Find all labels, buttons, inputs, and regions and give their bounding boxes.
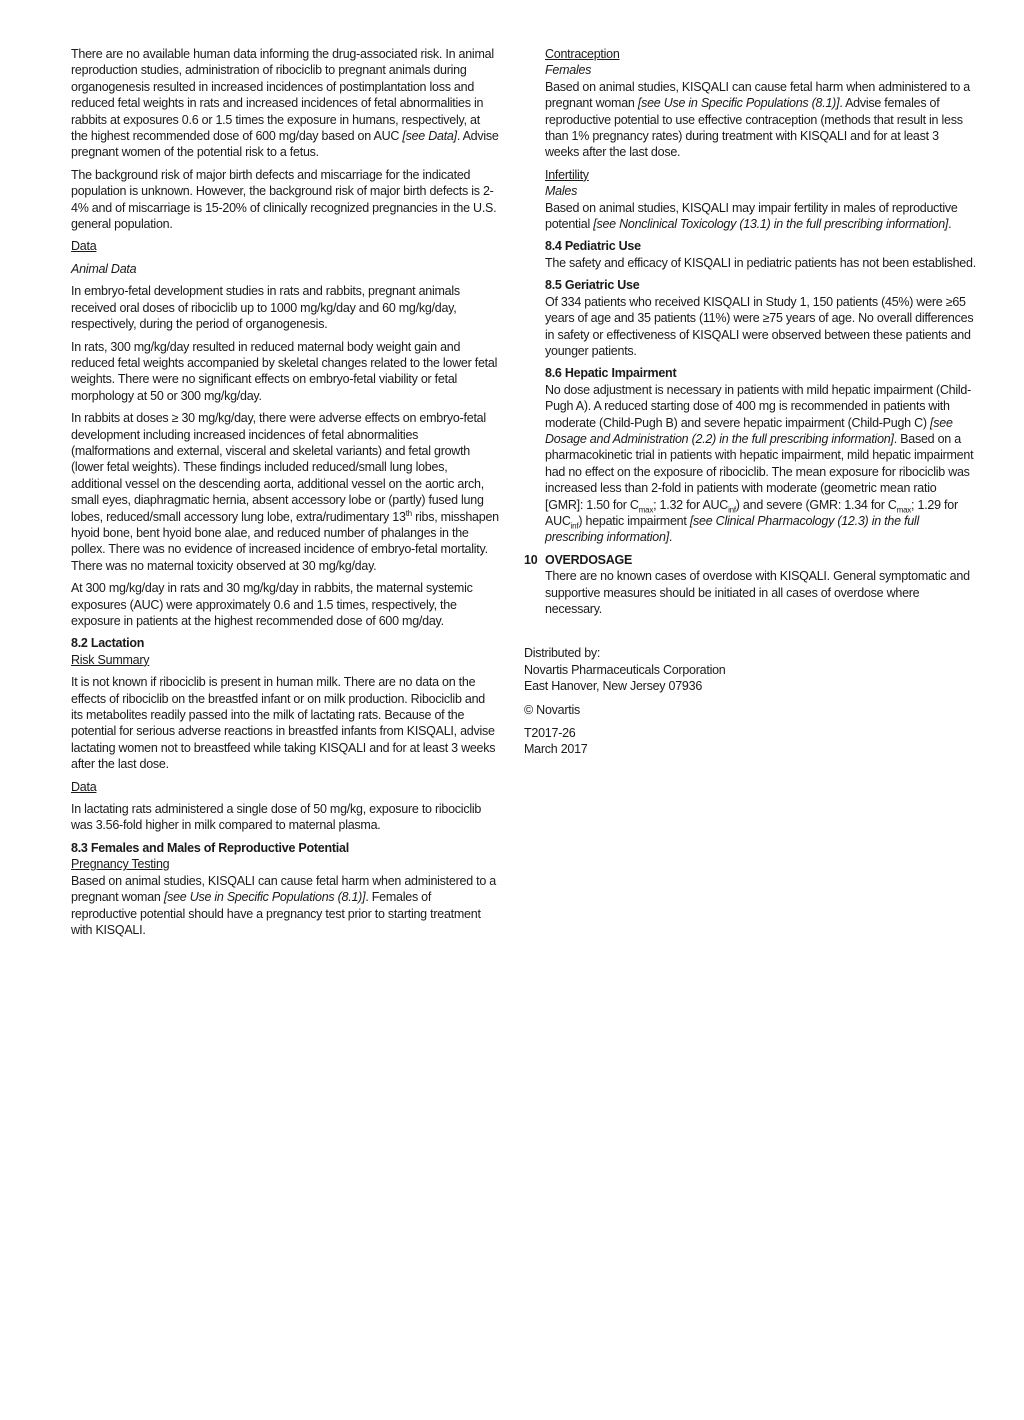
- contraception-subheading: Contraception: [545, 47, 620, 61]
- rats-paragraph: In rats, 300 mg/kg/day resulted in reduced maternal body weight gain and reduced fetal weights accompanied by skeletal changes related to the lower fetal weights. There were no significant effects on embryo-fetal viability or fetal morphology at 50 or 300 mg/kg/day.: [71, 339, 498, 403]
- lactation-paragraph: It is not known if ribociclib is present in human milk. There are no data on the effects of ribociclib on the breastfed infant or on milk production. Ribociclib and its metabolites readily passed into the milk of lactating rats. Because of the potential for serious adverse reactions in breastfed infants from KISQALI, advise lactating women not to breastfeed while taking KISQALI and for at least 3 weeks after the last dose.: [71, 675, 496, 772]
- risk-summary-subheading: Risk Summary: [71, 652, 150, 667]
- section-heading-hepatic-impairment: 8.6 Hepatic Impairment: [545, 366, 677, 381]
- animal-data-subheading: Animal Data: [71, 261, 137, 276]
- section-heading-lactation: 8.2 Lactation: [71, 636, 145, 651]
- lactation-data-paragraph: In lactating rats administered a single dose of 50 mg/kg, exposure to ribociclib was 3.56-fold higher in milk compared to maternal plasma.: [71, 802, 482, 833]
- females-subheading: Females: [545, 63, 592, 78]
- section-title: OVERDOSAGE: [545, 552, 633, 567]
- infertility-paragraph: Based on animal studies, KISQALI may impair fertility in males of reproductive potential [see Nonclinical Toxicology (13.1) in the full prescribing information].: [545, 200, 958, 232]
- document-date: March 2017: [524, 742, 588, 757]
- cross-reference: [see Use in Specific Populations (8.1)]: [637, 96, 840, 111]
- contraception-paragraph: Based on animal studies, KISQALI can cause fetal harm when administered to a pregnant woman [see Use in Specific Populations (8.1)]. Advise females of reproductive potential to use effective contraception (methods that result in less than 1% pregnancy rates) during treatment with KISQALI and for at least 3 weeks after the last dose.: [545, 79, 970, 160]
- spacer: [524, 623, 976, 645]
- section-heading-overdosage: [524, 552, 976, 568]
- overdosage-paragraph: There are no known cases of overdose with KISQALI. General symptomatic and supportive measures should be initiated in all cases of overdose where necessary.: [545, 569, 970, 616]
- section-heading-geriatric-use: 8.5 Geriatric Use: [545, 278, 640, 293]
- document-code: T2017-26: [524, 726, 576, 741]
- lactation-data-subheading: Data: [71, 779, 97, 794]
- data-subheading: Data: [71, 239, 97, 254]
- pediatric-paragraph: The safety and efficacy of KISQALI in pediatric patients has not been established.: [545, 255, 976, 270]
- section-number: 10: [524, 552, 538, 567]
- distributor-address: East Hanover, New Jersey 07936: [524, 679, 703, 694]
- cross-reference: [see Use in Specific Populations (8.1)]: [163, 890, 366, 905]
- contraception-block: [524, 46, 976, 546]
- cross-reference: [see Dosage and Administration (2.2) in the full prescribing information]: [545, 415, 953, 446]
- pregnancy-testing-subheading: Pregnancy Testing: [71, 857, 170, 872]
- embryo-fetal-paragraph: In embryo-fetal development studies in rats and rabbits, pregnant animals received oral doses of ribociclib up to 1000 mg/kg/day and 60 mg/kg/day, respectively, during the period of organogenesis.: [71, 284, 460, 332]
- geriatric-paragraph: Of 334 patients who received KISQALI in Study 1, 150 patients (45%) were ≥65 years of age and 35 patients (11%) were ≥75 years of age. No overall differences in safety or effectiveness of KISQALI were observed between these patients and younger patients.: [545, 294, 974, 358]
- hepatic-paragraph: No dose adjustment is necessary in patients with mild hepatic impairment (Child-Pugh A). A reduced starting dose of 400 mg is recommended in patients with moderate (Child-Pugh B) and severe hepatic impairment (Child-Pugh C) [see Dosage and Administration (2.2) in the full prescribing information]. Based on a pharmacokinetic trial in patients with hepatic impairment, mild hepatic impairment had no effect on the exposure of ribociclib. The mean exposure for ribociclib was increased less than 2-fold in patients with moderate (geometric mean ratio [GMR]: 1.50 for $C_{max}$; 1.32 for $AUC_{inf}$) and severe (GMR: 1.34 for $C_{max}$; 1.29 for $AUC_{inf}$) hepatic impairment [see Clinical Pharmacology (12.3) in the full prescribing information].: [545, 382, 974, 545]
- pregnancy-testing-paragraph: Based on animal studies, KISQALI can cause fetal harm when administered to a pregnant woman [see Use in Specific Populations (8.1)]. Females of reproductive potential should have a pregnancy test prior to starting treatment with KISQALI.: [71, 873, 496, 937]
- distributor-block: [524, 645, 976, 757]
- copyright-notice: © Novartis: [524, 702, 581, 717]
- section-heading-reproductive-potential: 8.3 Females and Males of Reproductive Potential: [71, 840, 349, 855]
- cross-reference: [see Clinical Pharmacology (12.3) in the full prescribing information]: [545, 513, 919, 545]
- left-column: [71, 46, 499, 944]
- maternal-exposure-paragraph: At 300 mg/kg/day in rats and 30 mg/kg/day in rabbits, the maternal systemic exposures (AUC) were approximately 0.6 and 1.5 times, respectively, the exposure in patients at the highest recommended dose of 600 mg/day.: [71, 581, 473, 628]
- cross-reference: [see Data]: [402, 129, 457, 144]
- rabbits-paragraph: In rabbits at doses ≥ 30 mg/kg/day, there were adverse effects on embryo-fetal development including increased incidences of fetal abnormalities (malformations and external, visceral and skeletal variants) and fetal growth (lower fetal weights). These findings included reduced/small lung lobes, additional vessel on the descending aorta, additional vessel on the aortic arch, small eyes, diaphragmatic hernia, absent accessory lobe or (partly) fused lung lobes, reduced/small accessory lung lobe, extra/rudimentary 13th ribs, misshapen hyoid bone, bent hyoid bone alae, and reduced number of phalanges in the pollex. There was no evidence of increased incidence of embryo-fetal mortality. There was no maternal toxicity observed at 30 mg/kg/day.: [71, 411, 499, 573]
- section-heading-pediatric-use: 8.4 Pediatric Use: [545, 239, 641, 254]
- background-risk-paragraph: The background risk of major birth defects and miscarriage for the indicated population is unknown. However, the background risk of major birth defects is 2-4% and of miscarriage is 15-20% of clinically recognized pregnancies in the U.S. general population.: [71, 167, 497, 232]
- distributed-by-label: Distributed by:: [524, 646, 601, 661]
- infertility-subheading: Infertility: [545, 167, 589, 182]
- distributor-company: Novartis Pharmaceuticals Corporation: [524, 662, 726, 677]
- cross-reference: [see Nonclinical Toxicology (13.1) in the full prescribing information]: [593, 217, 949, 232]
- right-column: [524, 46, 976, 758]
- pregnancy-risk-paragraph: There are no available human data informing the drug-associated risk. In animal reproduction studies, administration of ribociclib to pregnant animals during organogenesis resulted in increased incidences of postimplantation loss and reduced fetal weights in rats and increased incidences of fetal abnormalities in rabbits at exposures 0.6 or 1.5 times the exposure in humans, respectively, at the highest recommended dose of 600 mg/day based on AUC [see Data]. Advise pregnant women of the potential risk to a fetus.: [71, 47, 499, 160]
- males-subheading: Males: [545, 184, 578, 199]
